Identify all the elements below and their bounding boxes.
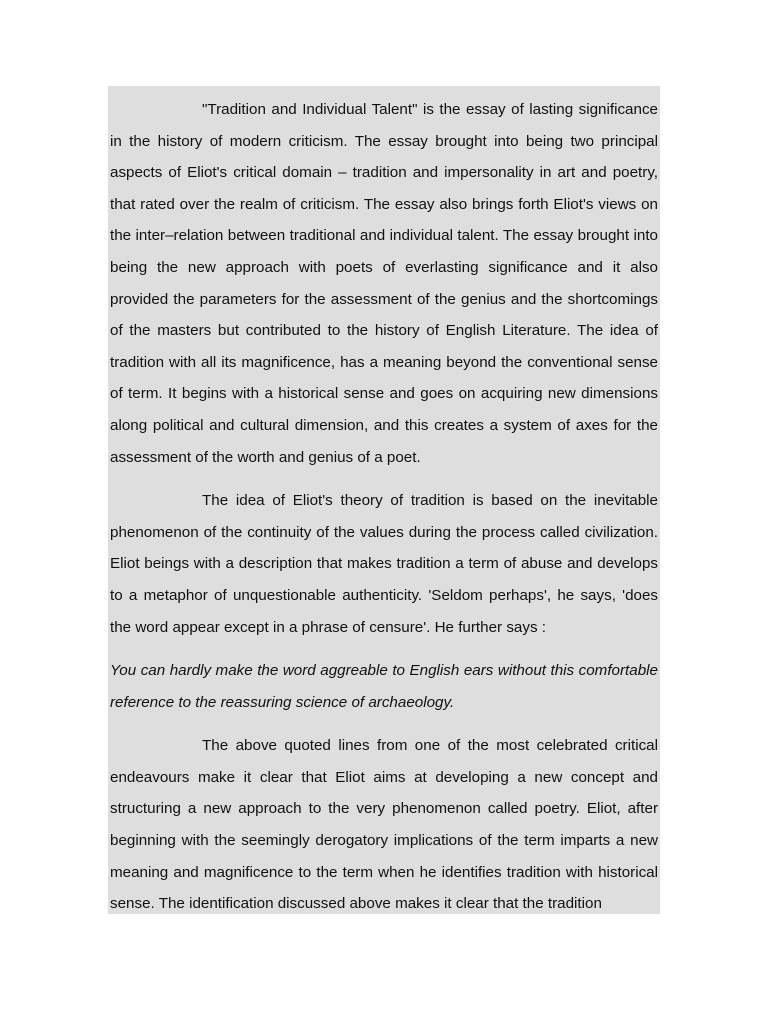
- paragraph-1: "Tradition and Individual Talent" is the essay of lasting significance in the history of modern criticism. The essay brought into being two principal aspects of Eliot's critical domain – tradition and impersonality in art and poetry, that rated over the realm of criticism. The essay also brings forth Eliot's views on the inter–relation between traditional and individual talent. The essay brought into being the new approach with poets of everlasting significance and it also provided the parameters for the assessment of the genius and the shortcomings of the masters but contributed to the history of English Literature. The idea of tradition with all its magnificence, has a meaning beyond the conventional sense of term. It begins with a historical sense and goes on acquiring new dimensions along political and cultural dimension, and this creates a system of axes for the assessment of the worth and genius of a poet.: [110, 101, 658, 466]
- paragraph-2: The idea of Eliot's theory of tradition is based on the inevitable phenomenon of the continuity of the values during the process called civilization. Eliot beings with a description that makes tradition a term of abuse and develops to a metaphor of unquestionable authenticity. 'Seldom perhaps', he says, 'does the word appear except in a phrase of censure'. He further says :: [110, 492, 658, 636]
- block-quote: You can hardly make the word aggreable to English ears without this comfortable reference to the reassuring science of archaeology.: [110, 662, 658, 711]
- document-page: [108, 86, 660, 914]
- paragraph-3: The above quoted lines from one of the most celebrated critical endeavours make it clear that Eliot aims at developing a new concept and structuring a new approach to the very phenomenon called poetry. Eliot, after beginning with the seemingly derogatory implications of the term imparts a new meaning and magnificence to the term when he identifies tradition with historical sense. The identification discussed above makes it clear that the tradition: [110, 737, 658, 913]
